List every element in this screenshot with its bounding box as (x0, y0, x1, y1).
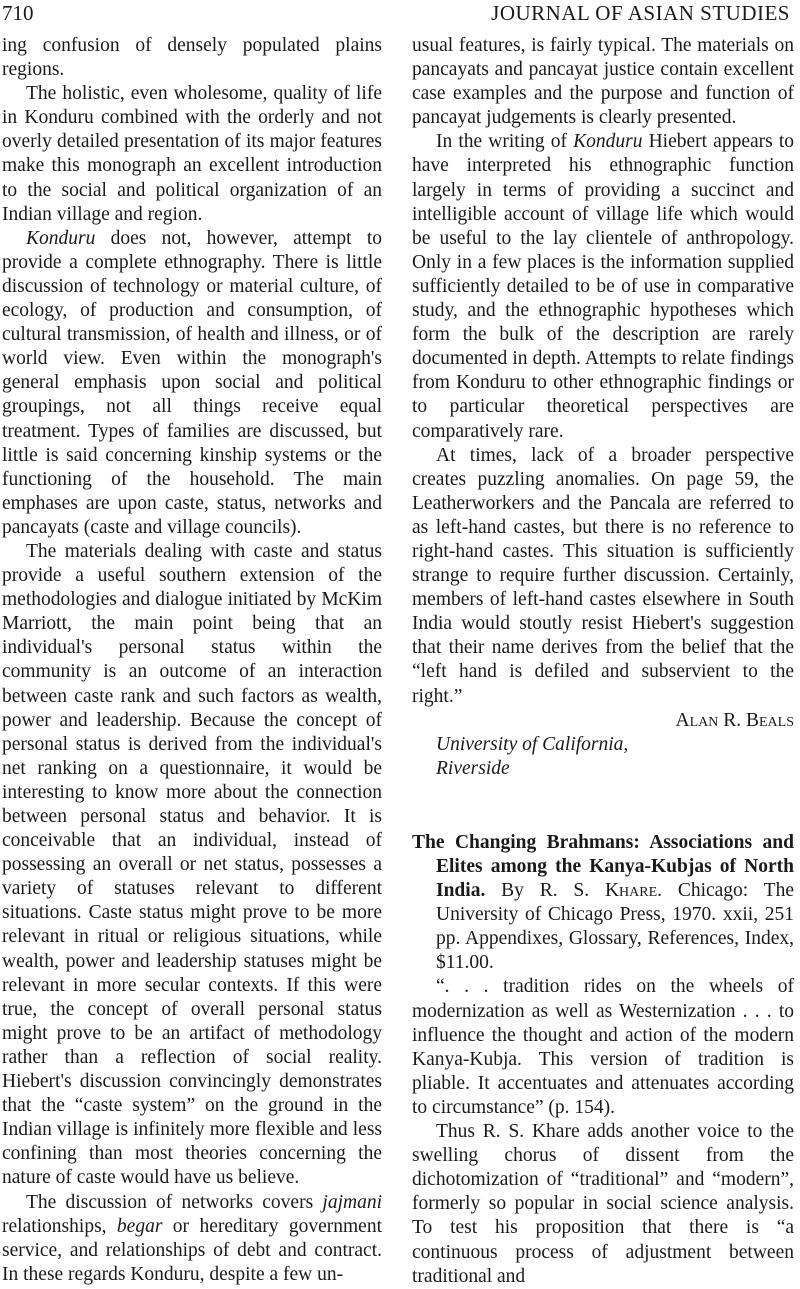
paragraph-caste-status: The materials dealing with caste and status provide a useful southern extension of the methodologies and dialogue initiated by McKim Marriott, the main point being that an individual's personal status within the community is an outcome of an interaction between caste rank and such factors as wealth, power and leadership. Because the concept of personal status is derived from the individual's net ranking on a questionnaire, it would be interesting to know more about the connection between personal status and behavior. It is conceivable that an individual, instead of possessing an overall or net status, possesses a variety of statuses relevant to different situations. Caste status might prove to be more relevant in ritual or religious situations, while wealth, power and leadership statuses might be relevant in more secular contexts. If this were true, the concept of overall personal status might prove to be an artifact of methodology rather than a reflection of social reality. Hiebert's discussion convincingly demonstrates that the “caste system” on the ground in the Indian village is infinitely more flexible and less confining than most theories concerning the nature of caste would have us believe. (2, 540, 382, 1189)
italic-begar: begar (116, 1215, 163, 1237)
paragraph-networks (2, 1191, 382, 1287)
book-title: The Changing Brahmans: Associations and Elites among the Kanya-Kubjas of North India. (412, 831, 794, 902)
paragraph-text: relationships, (2, 1215, 117, 1237)
book-review-heading (412, 831, 794, 976)
paragraph-continuation: ing confusion of densely populated plains regions. (2, 35, 382, 81)
paragraph-holistic-quality: The holistic, even wholesome, quality of life in Konduru combined with the orderly and not overly detailed presentation of its major features make this monograph an excellent introduction to the social and political organization of an Indian village and region. (2, 83, 382, 225)
paragraph-writing-of-konduru (412, 130, 794, 443)
italic-konduru: Konduru (26, 227, 96, 249)
left-column (2, 34, 382, 1287)
paragraph-khare-dissent: Thus R. S. Khare adds another voice to the swelling chorus of dissent from the dichotomization of “traditional” and “modern”, formerly so popular in social science analysis. To test his proposition that there is “a continuous process of adjustment between traditional and (412, 1121, 794, 1287)
review-opening-quote: “. . . tradition rides on the wheels of modernization as well as Westernization . . . to influence the thought and action of the modern Kanya-Kubja. This version of tradition is pliable. It accentuates and attenuates according to circumstance” (p. 154). (412, 976, 794, 1118)
running-head: JOURNAL OF ASIAN STUDIES (491, 1, 790, 25)
paragraph-text: does not, however, attempt to provide a complete ethnography. There is little discussion of technology or material culture, of ecology, of production and consumption, of cultural transmission, of health and illness, or of world view. Even within the monograph's general emphasis upon social and political groupings, not all things receive equal treatment. Types of families are discussed, but little is said concerning kinship systems or the functioning of the household. The main emphases are upon caste, status, networks and pancayats (caste and village councils). (2, 227, 382, 538)
italic-jajmani: jajmani (322, 1191, 382, 1213)
reviewer-signature: Alan R. Beals (675, 709, 794, 731)
book-publication-details: . Chicago: The University of Chicago Press, 1970. xxii, 251 pp. Appendixes, Glossary, References, Index, $11.00. (436, 880, 795, 974)
paragraph-text: In the writing of (436, 131, 574, 153)
italic-konduru: Konduru (573, 131, 643, 153)
reviewer-affiliation-line2: Riverside (436, 757, 510, 779)
book-by: By (485, 880, 540, 902)
paragraph-text: The discussion of networks covers (26, 1191, 323, 1213)
page-header (0, 0, 800, 30)
right-column (412, 34, 794, 1289)
paragraph-text: or hereditary government service, and relationships of debt and contract. In these regards Konduru, despite a few un- (2, 1215, 383, 1285)
page-number: 710 (2, 1, 34, 25)
book-author: R. S. Khare (539, 880, 658, 902)
paragraph-anomalies: At times, lack of a broader perspective creates puzzling anomalies. On page 59, the Leatherworkers and the Pancala are referred to as left-hand castes, but there is no reference to right-hand castes. This situation is sufficiently strange to require further discussion. Certainly, members of left-hand castes elsewhere in South India would stoutly resist Hiebert's suggestion that their name derives from the belief that the “left hand is defiled and subservient to the right.” (412, 444, 794, 707)
paragraph-text: Hiebert appears to have interpreted his ethnographic function largely in terms of providing a succinct and intelligible account of village life which would be useful to the lay clientele of anthropology. Only in a few places is the information supplied sufficiently detailed to be of use in comparative study, and the ethnographic hypotheses which form the bulk of the description are rarely documented in depth. Attempts to relate findings from Konduru to other ethnographic findings or to particular theoretical perspectives are comparatively rare. (412, 131, 795, 442)
paragraph-ethnography-scope (2, 227, 382, 540)
reviewer-affiliation-line1: University of California, (436, 733, 629, 755)
paragraph-continuation: usual features, is fairly typical. The materials on pancayats and pancayat justice contain excellent case examples and the purpose and function of pancayat judgements is clearly presented. (412, 35, 794, 129)
